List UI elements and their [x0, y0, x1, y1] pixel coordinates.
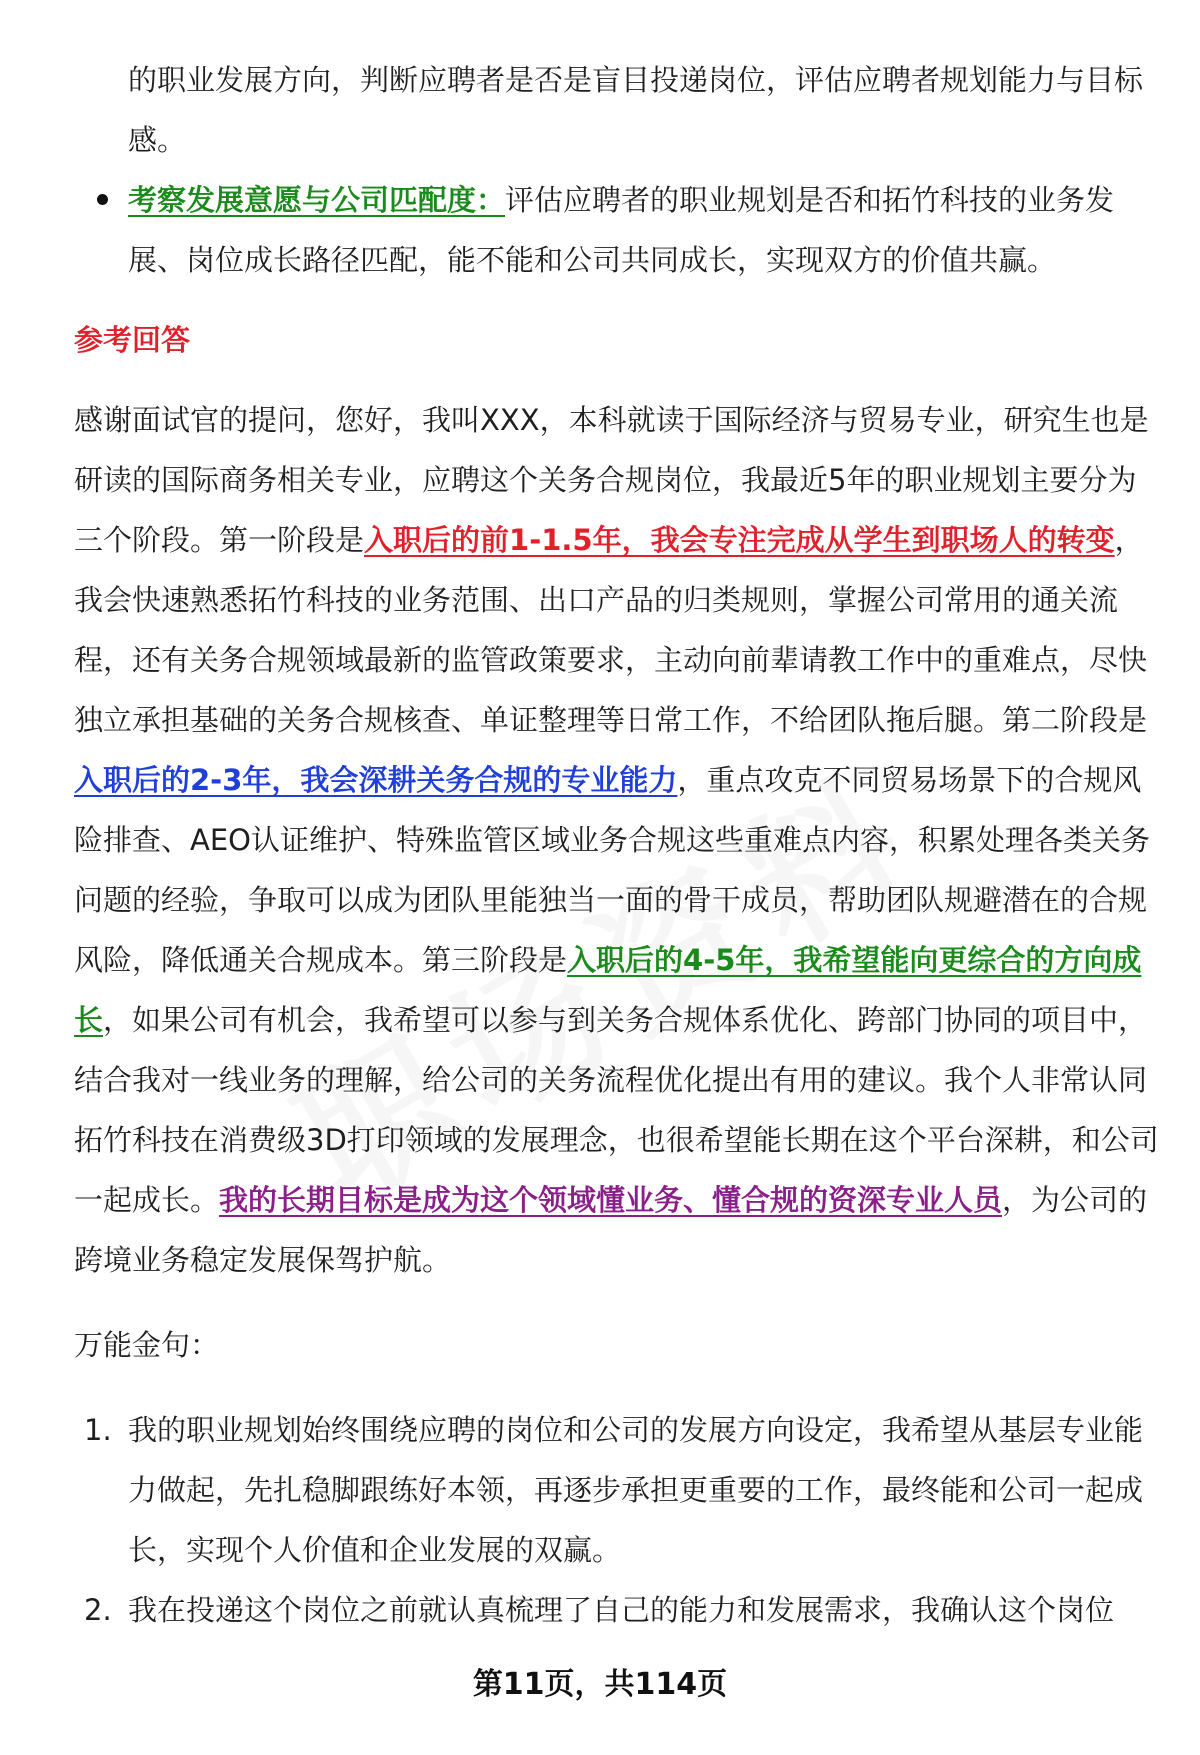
- bullet-heading: 考察发展意愿与公司匹配度：: [128, 183, 506, 217]
- answer-text-3: ，重点攻克不同贸易场景下的合规风险排查、AEO认证维护、特殊监管区域业务合规这些重难点内容，积累处理各类关务问题的经验，争取可以成为团队里能独当一面的骨干成员，帮助团队规避潜在的合规风险，降低通关合规成本。第三阶段是: [74, 763, 1150, 977]
- list-number: 1.: [84, 1413, 112, 1447]
- answer-text-1: 感谢面试官的提问，您好，我叫XXX，本科就读于国际经济与贸易专业，研究生也是研读的国际商务相关专业，应聘这个关务合规岗位，我最近5年的职业规划主要分为三个阶段。第一阶段是: [74, 403, 1149, 557]
- bullet-text: 评估应聘者的职业规划是否和拓竹科技的业务发展、岗位成长路径匹配，能不能和公司共同成长，实现双方的价值共赢。: [128, 183, 1115, 277]
- answer-text-2: ，我会快速熟悉拓竹科技的业务范围、出口产品的归类规则，掌握公司常用的通关流程，还有关务合规领域最新的监管政策要求，主动向前辈请教工作中的重难点，尽快独立承担基础的关务合规核查、单证整理等日常工作，不给团队拖后腿。第二阶段是: [74, 523, 1148, 737]
- highlight-long-term-goal: 我的长期目标是成为这个领域懂业务、懂合规的资深专业人员: [219, 1183, 1003, 1217]
- page-footer: 第11页，共114页: [472, 1667, 728, 1702]
- list-item: 我的职业规划始终围绕应聘的岗位和公司的发展方向设定，我希望从基层专业能力做起，先扎稳脚跟练好本领，再逐步承担更重要的工作，最终能和公司一起成长，实现个人价值和企业发展的双赢。: [128, 1413, 1144, 1567]
- highlight-stage-2: 入职后的2-3年，我会深耕关务合规的专业能力: [74, 763, 678, 797]
- highlight-stage-3: 入职后的4-5年，我希望能向更综合的方向成长: [74, 943, 1142, 1037]
- answer-text-5: ，为公司的跨境业务稳定发展保驾护航。: [74, 1183, 1148, 1277]
- highlight-stage-1: 入职后的前1-1.5年，我会专注完成从学生到职场人的转变: [364, 523, 1115, 557]
- section-heading: 参考回答: [74, 323, 191, 357]
- list-number: 2.: [84, 1593, 112, 1627]
- answer-text-4: ，如果公司有机会，我希望可以参与到关务合规体系优化、跨部门协同的项目中，结合我对一线业务的理解，给公司的关务流程优化提出有用的建议。我个人非常认同拓竹科技在消费级3D打印领域的发展理念，也很希望能长期在这个平台深耕，和公司一起成长。: [74, 1003, 1159, 1217]
- bullet-dot-icon: [97, 194, 108, 205]
- answer-paragraph: [74, 390, 1164, 1290]
- continuation-paragraph: 的职业发展方向，判断应聘者是否是盲目投递岗位，评估应聘者规划能力与目标感。: [128, 63, 1144, 157]
- list-item: 我在投递这个岗位之前就认真梳理了自己的能力和发展需求，我确认这个岗位: [128, 1593, 1115, 1627]
- bullet-item: [128, 170, 1158, 290]
- golden-sentences-label: 万能金句：: [74, 1328, 220, 1362]
